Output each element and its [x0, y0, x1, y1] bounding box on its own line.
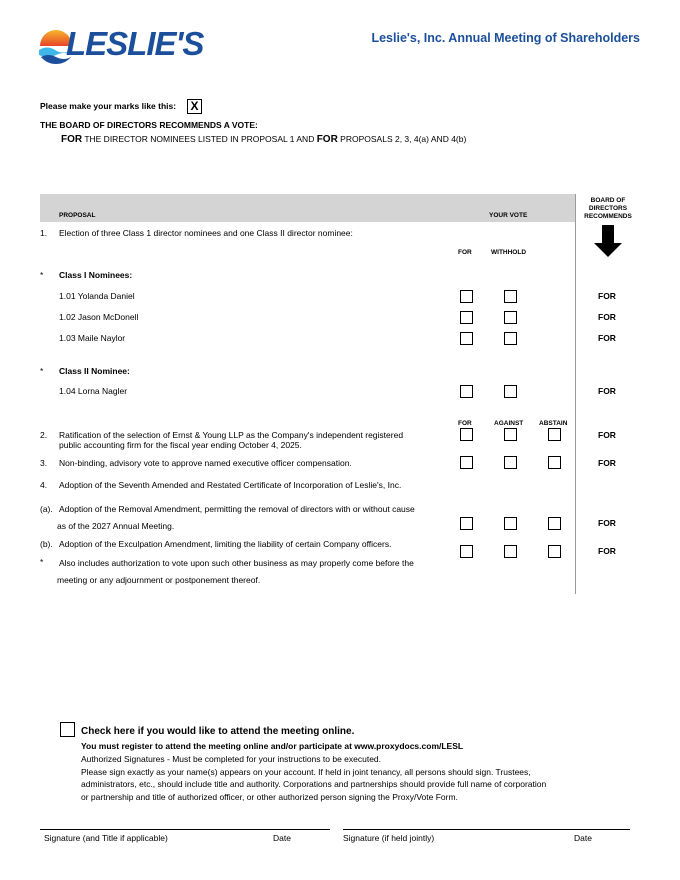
proposal-4-text: Adoption of the Seventh Amended and Restated Certificate of Incorporation of Leslie's, Inc. [59, 480, 402, 490]
nominee-1-01: 1.01 Yolanda Daniel [59, 291, 135, 301]
nominee-1-01-recommendation: FOR [598, 291, 616, 301]
column-divider [575, 194, 576, 594]
marks-prompt: Please make your marks like this: [40, 101, 177, 111]
proposal-2-line-1: Ratification of the selection of Ernst & Young LLP as the Company's independent registered [59, 430, 404, 440]
proposal-3-number: 3. [40, 458, 48, 468]
class-1-bullet: * [40, 270, 44, 280]
nominee-1-02-recommendation: FOR [598, 312, 616, 322]
nominee-1-04: 1.04 Lorna Nagler [59, 386, 128, 396]
your-vote-column-header: YOUR VOTE [489, 212, 528, 219]
against-column-label: AGAINST [494, 420, 524, 427]
proposal-4a-against-checkbox[interactable] [504, 517, 517, 530]
proposal-2-for-checkbox[interactable] [460, 428, 473, 441]
proposal-1-text: Election of three Class 1 director nominees and one Class II director nominee: [59, 228, 353, 238]
abstain-column-label: ABSTAIN [539, 420, 568, 427]
proposal-2-number: 2. [40, 430, 48, 440]
nominee-1-03-for-checkbox[interactable] [460, 332, 473, 345]
proposal-3-recommendation: FOR [598, 458, 616, 468]
signature-line-1[interactable] [40, 829, 330, 830]
withhold-column-label: WITHHOLD [491, 249, 527, 256]
proposal-4b-abstain-checkbox[interactable] [548, 545, 561, 558]
signature-2-label: Signature (if held jointly) [343, 833, 435, 843]
nominee-1-03-withhold-checkbox[interactable] [504, 332, 517, 345]
proposal-4a-line-2: as of the 2027 Annual Meeting. [57, 521, 175, 531]
nominee-1-04-withhold-checkbox[interactable] [504, 385, 517, 398]
other-business-line-2: meeting or any adjournment or postponement thereof. [57, 575, 261, 585]
proposal-2-text [59, 430, 403, 450]
proposal-4a-abstain-checkbox[interactable] [548, 517, 561, 530]
class-2-bullet: * [40, 366, 44, 376]
brand-wordmark: LESLIE'S [66, 25, 204, 62]
for-column-label: FOR [458, 249, 472, 256]
rec-for-2: FOR [316, 134, 338, 145]
marks-example-box: X [187, 99, 202, 114]
nominee-1-04-for-checkbox[interactable] [460, 385, 473, 398]
proposal-4b-for-checkbox[interactable] [460, 545, 473, 558]
nominee-1-03-recommendation: FOR [598, 333, 616, 343]
proposal-1-number: 1. [40, 228, 48, 238]
proposal-3-abstain-checkbox[interactable] [548, 456, 561, 469]
proposal-3-against-checkbox[interactable] [504, 456, 517, 469]
proposal-4a-number: (a). [40, 504, 53, 514]
proposal-column-header: PROPOSAL [59, 212, 96, 219]
board-recommends-column-header: BOARD OF DIRECTORS RECOMMENDS [584, 197, 632, 220]
proposal-4b-text: Adoption of the Exculpation Amendment, limiting the liability of certain Company officers. [59, 539, 392, 549]
class-2-label: Class II Nominee: [59, 366, 130, 376]
proposal-4b-recommendation: FOR [598, 546, 616, 556]
attend-online-checkbox[interactable] [60, 722, 75, 737]
proposal-3-text: Non-binding, advisory vote to approve named executive officer compensation. [59, 458, 352, 468]
for-column-label-2: FOR [458, 420, 472, 427]
signing-instructions-1: Please sign exactly as your name(s) appears on your account. If held in joint tenancy, all persons should sign. Trustees, [81, 766, 531, 777]
nominee-1-04-recommendation: FOR [598, 386, 616, 396]
nominee-1-03: 1.03 Maile Naylor [59, 333, 126, 343]
proposal-2-recommendation: FOR [598, 430, 616, 440]
board-recommends-heading: THE BOARD OF DIRECTORS RECOMMENDS A VOTE: [40, 120, 258, 130]
other-business-bullet: * [40, 557, 44, 567]
signature-line-2[interactable] [343, 829, 630, 830]
signature-1-label: Signature (and Title if applicable) [44, 833, 168, 843]
signature-instructions [81, 753, 546, 803]
proposal-4a-line-1: Adoption of the Removal Amendment, permitting the removal of directors with or without cause [59, 504, 415, 514]
rec-text-2: PROPOSALS 2, 3, 4(a) AND 4(b) [337, 134, 467, 144]
proposal-4b-number: (b). [40, 539, 53, 549]
date-1-label: Date [273, 833, 291, 843]
proposal-3-for-checkbox[interactable] [460, 456, 473, 469]
rec-for-1: FOR [61, 134, 83, 145]
proposal-4a-recommendation: FOR [598, 518, 616, 528]
other-business-line-1: Also includes authorization to vote upon such other business as may properly come before the [59, 558, 414, 568]
proposal-4b-against-checkbox[interactable] [504, 545, 517, 558]
proposal-4a-for-checkbox[interactable] [460, 517, 473, 530]
nominee-1-02-for-checkbox[interactable] [460, 311, 473, 324]
nominee-1-01-withhold-checkbox[interactable] [504, 290, 517, 303]
nominee-1-02: 1.02 Jason McDonell [59, 312, 139, 322]
recommendation-line [61, 134, 466, 145]
proposal-2-against-checkbox[interactable] [504, 428, 517, 441]
proposal-4-number: 4. [40, 480, 48, 490]
attend-online-label: Check here if you would like to attend the meeting online. [81, 726, 355, 737]
class-1-label: Class I Nominees: [59, 270, 133, 280]
proposal-2-line-2: public accounting firm for the fiscal year ending October 4, 2025. [59, 440, 302, 450]
authorized-signatures-note: Authorized Signatures - Must be completed for your instructions to be executed. [81, 754, 382, 764]
meeting-title: Leslie's, Inc. Annual Meeting of Shareholders [371, 31, 640, 45]
nominee-1-01-for-checkbox[interactable] [460, 290, 473, 303]
proposal-2-abstain-checkbox[interactable] [548, 428, 561, 441]
rec-text-1: THE DIRECTOR NOMINEES LISTED IN PROPOSAL 1 AND [82, 134, 317, 144]
date-2-label: Date [574, 833, 592, 843]
register-instructions: You must register to attend the meeting online and/or participate at www.proxydocs.com/LESL [81, 741, 464, 751]
nominee-1-02-withhold-checkbox[interactable] [504, 311, 517, 324]
signing-instructions-2: administrators, etc., should include title and authority. Corporations and partnerships should provide full name of corporation [81, 779, 547, 789]
signing-instructions-3: or partnership and title of authorized officer, or other authorized person signing the Proxy/Vote Form. [81, 791, 458, 802]
down-arrow-icon [594, 225, 622, 262]
